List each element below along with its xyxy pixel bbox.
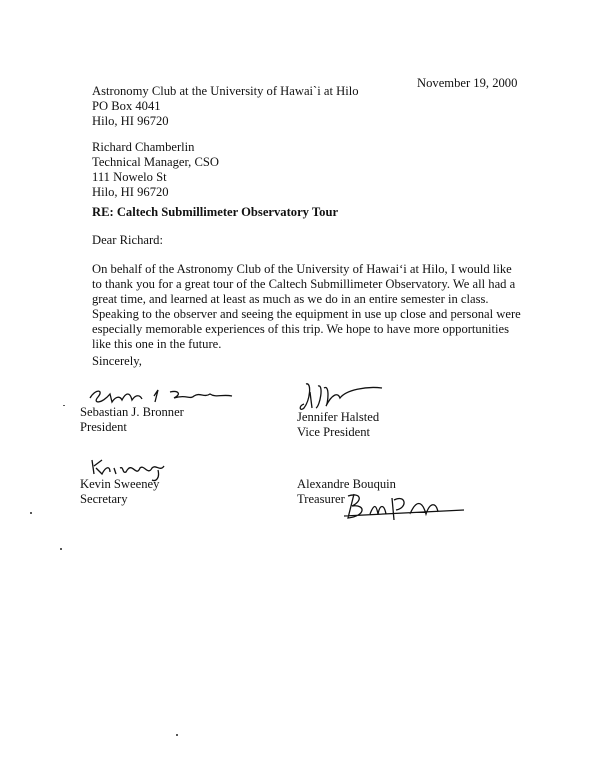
- signatory-name: Jennifer Halsted: [297, 410, 380, 424]
- signatory-role: Secretary: [80, 492, 128, 506]
- signatory-role: President: [80, 420, 127, 434]
- scan-speck: [63, 405, 65, 406]
- sender-line-2: PO Box 4041: [92, 99, 161, 113]
- signatory-name: Kevin Sweeney: [80, 477, 160, 491]
- salutation: Dear Richard:: [92, 233, 163, 247]
- letter-date: November 19, 2000: [417, 76, 518, 90]
- signature-block-president: [80, 405, 184, 435]
- signature-block-secretary: [80, 477, 159, 507]
- signatory-name: Alexandre Bouquin: [297, 477, 396, 491]
- recipient-line-2: Technical Manager, CSO: [92, 155, 219, 169]
- signatory-role: Treasurer: [297, 492, 345, 506]
- recipient-line-4: Hilo, HI 96720: [92, 185, 169, 199]
- sender-address: [92, 84, 359, 129]
- scan-speck: [30, 512, 32, 514]
- signature-block-vice-president: [297, 410, 379, 440]
- sender-line-3: Hilo, HI 96720: [92, 114, 169, 128]
- sender-line-1: Astronomy Club at the University of Hawai`i at Hilo: [92, 84, 359, 98]
- recipient-address: [92, 140, 219, 200]
- subject-line: RE: Caltech Submillimeter Observatory Tour: [92, 205, 339, 219]
- signature-block-treasurer: [297, 477, 396, 507]
- signatory-role: Vice President: [297, 425, 371, 439]
- recipient-line-1: Richard Chamberlin: [92, 140, 195, 154]
- scan-speck: [60, 548, 62, 550]
- closing: Sincerely,: [92, 354, 142, 368]
- letter-body: On behalf of the Astronomy Club of the University of Hawai‘i at Hilo, I would like to thank you for a great tour of the Caltech Submillimeter Observatory. We all had a great time, and learned at least as much as we do in an entire semester in class. Speaking to the observer and seeing the equipment in use up close and personal were especially memorable experiences of this trip. We hope to have more opportunities like this one in the future.: [92, 262, 521, 351]
- signatory-name: Sebastian J. Bronner: [80, 405, 184, 419]
- scan-speck: [176, 734, 178, 736]
- recipient-line-3: 111 Nowelo St: [92, 170, 167, 184]
